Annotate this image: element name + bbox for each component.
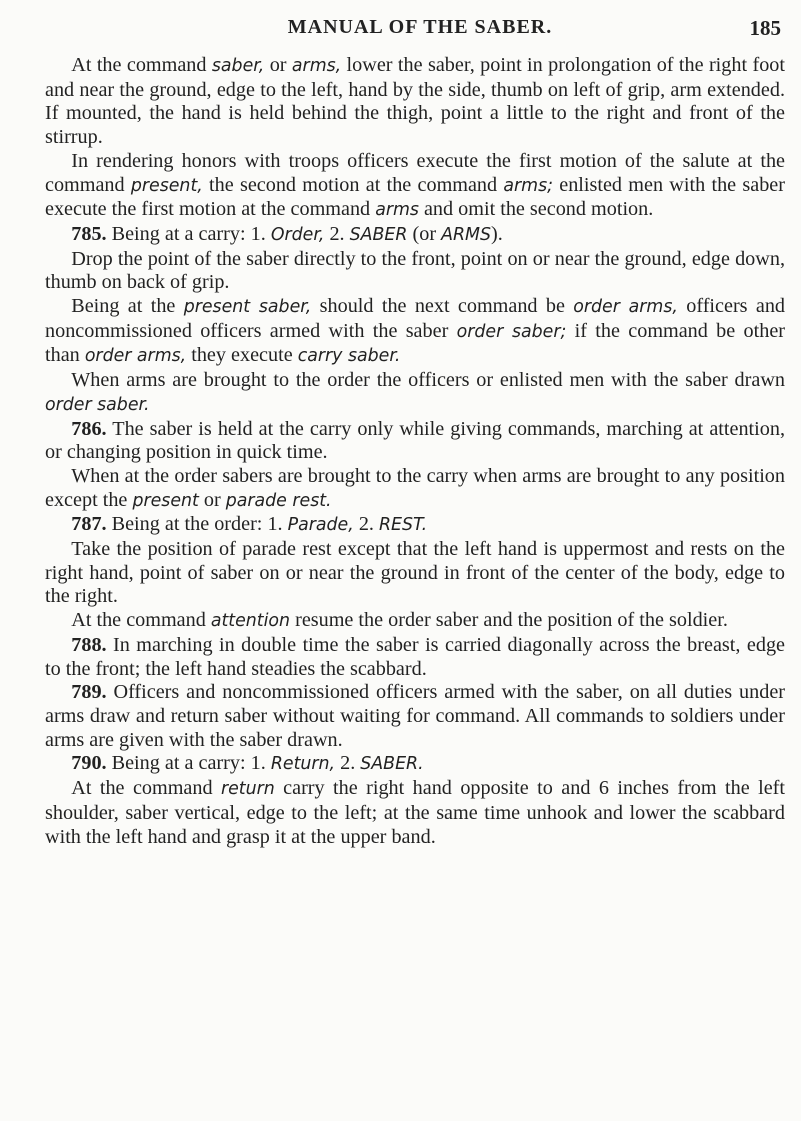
text-run: In marching in double time the saber is carried diagonally across the breast, edge to the front; the left hand steadies the scabbard. — [45, 633, 785, 680]
command-text: order arms, — [573, 297, 678, 318]
paragraph-number: 786. — [71, 417, 107, 440]
paragraph — [45, 223, 785, 248]
paragraph — [45, 150, 785, 223]
text-run: The saber is held at the carry only while giving commands, marching at attention, or changing position in quick time. — [45, 417, 785, 464]
text-run: When at the order sabers are brought to the carry when arms are brought to any position except the — [45, 464, 785, 511]
text-run: 2. — [335, 752, 361, 775]
text-run: officers and noncommissioned officers armed with the saber — [45, 295, 786, 342]
text-run: (or — [407, 222, 442, 245]
command-text: ARMS — [441, 224, 492, 245]
command-text: order arms, — [84, 346, 187, 367]
page-number: 185 — [749, 16, 781, 40]
command-text: order saber. — [45, 394, 150, 415]
command-text: SABER. — [360, 754, 424, 775]
paragraph — [45, 513, 785, 538]
paragraph — [45, 777, 785, 849]
text-run: should the next command be — [311, 295, 574, 318]
paragraph — [45, 681, 785, 752]
text-run: Being at a carry: 1. — [106, 752, 271, 775]
text-run: Drop the point of the saber directly to the front, point on or near the ground, edge down, thumb on back of grip. — [45, 247, 785, 294]
text-run: Being at the order: 1. — [106, 513, 288, 536]
text-run: resume the order saber and the position of the soldier. — [290, 609, 728, 632]
paragraph-number: 785. — [71, 222, 107, 245]
text-run: and omit the second motion. — [418, 198, 654, 221]
command-text: order saber; — [456, 321, 567, 342]
command-text: SABER — [349, 224, 408, 245]
running-head: MANUAL OF THE SABER. — [287, 16, 553, 38]
text-run: lower the saber, point in prolongation of the right foot and near the ground, edge to the left, hand by the side, thumb on left of grip, arm extended. If mounted, the hand is held behind the thigh, point a little to the right and front of the stirrup. — [45, 54, 785, 149]
text-run: carry the right hand opposite to and 6 inches from the left shoulder, saber vertical, edge to the left; at the same time unhook and lower the scabbard with the left hand and grasp it at the upper band. — [45, 777, 785, 848]
text-run: Officers and noncommissioned officers armed with the saber, on all duties under arms draw and return saber without waiting for command. All commands to soldiers under arms are given with the saber drawn. — [45, 681, 785, 751]
text-run: Being at the — [71, 295, 184, 318]
text-run: they execute — [186, 344, 298, 367]
command-text: saber, — [211, 56, 265, 76]
paragraph — [45, 752, 785, 777]
command-text: arms; — [503, 175, 553, 196]
paragraph — [45, 465, 785, 513]
paragraph-number: 788. — [71, 633, 107, 656]
text-run: if the command be other than — [45, 319, 786, 367]
text-run: or — [264, 54, 292, 76]
command-text: present saber, — [183, 297, 312, 318]
command-text: arms, — [291, 56, 342, 76]
text-run: enlisted men with the saber execute the first motion at the command — [45, 173, 785, 221]
command-text: present — [132, 490, 199, 511]
paragraph — [45, 609, 785, 634]
text-run: When arms are brought to the order the officers or enlisted men with the saber drawn — [71, 369, 785, 392]
book-page — [45, 0, 785, 849]
paragraph — [45, 538, 785, 609]
command-text: return — [220, 779, 275, 800]
paragraph — [45, 248, 785, 295]
text-run: 2. — [353, 513, 379, 536]
paragraph-number: 789. — [71, 681, 107, 704]
command-text: parade rest. — [225, 490, 332, 511]
paragraph — [45, 369, 785, 417]
text-run: In rendering honors with troops officers execute the first motion of the salute at the command — [45, 149, 785, 196]
text-run: At the command — [71, 609, 211, 632]
text-run: Being at a carry: 1. — [106, 222, 271, 245]
command-text: attention — [210, 611, 291, 632]
text-run: At the command — [71, 777, 221, 800]
paragraph — [45, 418, 785, 465]
text-run: ). — [491, 222, 503, 245]
paragraph-number: 790. — [71, 752, 107, 775]
command-text: carry saber. — [297, 346, 401, 367]
text-run: Take the position of parade rest except that the left hand is uppermost and rests on the right hand, point of saber on or near the ground in front of the center of the body, edge to the right. — [45, 538, 785, 608]
paragraph — [45, 634, 785, 681]
text-run: At the command — [71, 54, 212, 76]
command-text: present, — [130, 175, 203, 196]
paragraph-number: 787. — [71, 513, 107, 536]
command-text: REST. — [379, 515, 428, 536]
paragraph — [45, 54, 785, 150]
paragraph — [45, 295, 785, 369]
command-text: Return, — [270, 754, 336, 775]
command-text: Parade, — [287, 515, 354, 536]
page-header — [45, 0, 785, 48]
text-run: or — [198, 488, 226, 511]
command-text: arms — [375, 200, 419, 221]
command-text: Order, — [270, 224, 325, 245]
text-run: 2. — [324, 222, 350, 245]
body-text — [45, 54, 785, 849]
text-run: the second motion at the command — [202, 173, 504, 196]
